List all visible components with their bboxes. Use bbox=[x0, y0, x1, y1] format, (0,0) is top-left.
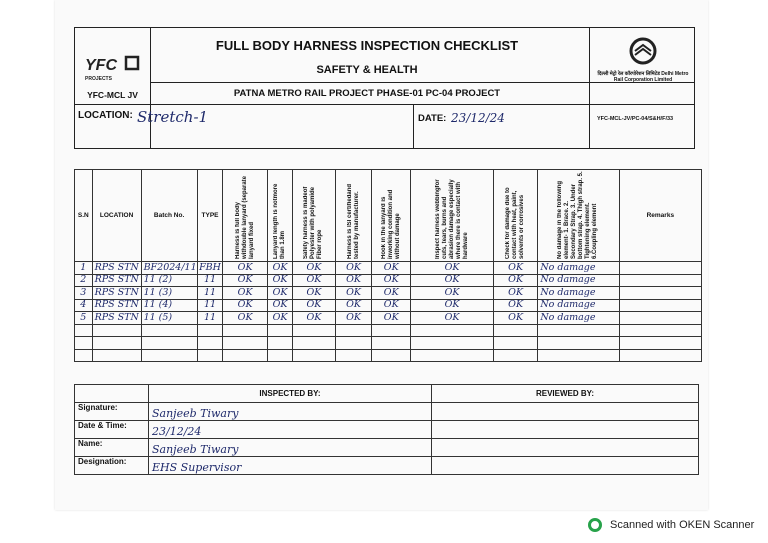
table-cell: BF2024/11 bbox=[141, 262, 197, 275]
table-cell: 11 bbox=[197, 274, 223, 287]
table-cell bbox=[141, 337, 197, 350]
column-header: Batch No. bbox=[141, 170, 197, 262]
table-cell: OK bbox=[411, 312, 494, 325]
table-cell bbox=[223, 324, 267, 337]
datetime-label: Date & Time: bbox=[75, 421, 149, 439]
table-cell: OK bbox=[493, 299, 537, 312]
table-row bbox=[75, 262, 702, 275]
table-cell bbox=[197, 324, 223, 337]
table-cell bbox=[538, 337, 619, 350]
table-cell bbox=[92, 324, 141, 337]
column-header: LOCATION bbox=[92, 170, 141, 262]
table-cell: OK bbox=[267, 312, 292, 325]
column-header: Inspect harness webbingfor cuts, tears, burns and abrasion damage especially where there is contact with hardware bbox=[411, 170, 494, 262]
signature-label: Signature: bbox=[75, 403, 149, 421]
inspection-table bbox=[74, 169, 702, 362]
table-cell bbox=[92, 349, 141, 362]
table-cell: 11 (2) bbox=[141, 274, 197, 287]
name-value: Sanjeeb Tiwary bbox=[149, 439, 432, 457]
date-value: 23/12/24 bbox=[451, 111, 505, 125]
table-row bbox=[75, 299, 702, 312]
table-cell: 11 bbox=[197, 299, 223, 312]
signoff-table bbox=[74, 384, 699, 475]
table-cell: 1 bbox=[75, 262, 93, 275]
scanner-text: Scanned with OKEN Scanner bbox=[610, 519, 755, 531]
location-label: LOCATION: bbox=[78, 110, 133, 121]
table-cell bbox=[267, 324, 292, 337]
jv-label: YFC-MCL JV bbox=[87, 90, 138, 100]
svg-text:YFC: YFC bbox=[85, 57, 117, 74]
table-cell: OK bbox=[223, 312, 267, 325]
table-cell bbox=[619, 262, 701, 275]
dmrc-logo: दिल्ली मेट्रो रेल कॉरपोरेशन लिमिटेड Delhi Metro Rail Corporation Limited bbox=[593, 36, 693, 83]
table-cell: OK bbox=[335, 287, 372, 300]
datetime-value: 23/12/24 bbox=[149, 421, 432, 439]
table-cell: 4 bbox=[75, 299, 93, 312]
location-value: Stretch-1 bbox=[137, 108, 209, 126]
column-header: Lanyard length is notmore than 1.8m bbox=[267, 170, 292, 262]
inspected-by-heading: INSPECTED BY: bbox=[149, 385, 432, 403]
checklist-header bbox=[74, 27, 695, 149]
table-cell: 11 bbox=[197, 312, 223, 325]
table-cell: OK bbox=[293, 287, 336, 300]
table-cell: OK bbox=[411, 274, 494, 287]
table-cell bbox=[538, 349, 619, 362]
name-label: Name: bbox=[75, 439, 149, 457]
signature-value: Sanjeeb Tiwary bbox=[149, 403, 432, 421]
table-cell bbox=[372, 337, 411, 350]
document-title: FULL BODY HARNESS INSPECTION CHECKLIST bbox=[215, 38, 519, 53]
table-cell: OK bbox=[223, 287, 267, 300]
table-cell bbox=[619, 349, 701, 362]
table-cell bbox=[372, 349, 411, 362]
table-cell: 2 bbox=[75, 274, 93, 287]
table-cell: No damage bbox=[538, 299, 619, 312]
table-cell bbox=[293, 349, 336, 362]
table-cell: OK bbox=[411, 262, 494, 275]
table-cell bbox=[619, 287, 701, 300]
table-cell: 3 bbox=[75, 287, 93, 300]
svg-text:PROJECTS: PROJECTS bbox=[85, 76, 112, 82]
table-cell bbox=[335, 349, 372, 362]
table-cell bbox=[293, 324, 336, 337]
table-cell: OK bbox=[372, 262, 411, 275]
table-cell: OK bbox=[267, 274, 292, 287]
table-cell bbox=[197, 337, 223, 350]
table-cell bbox=[293, 337, 336, 350]
table-cell: OK bbox=[493, 287, 537, 300]
table-cell bbox=[619, 337, 701, 350]
table-cell: OK bbox=[372, 312, 411, 325]
table-cell bbox=[267, 349, 292, 362]
column-header: Harness is ISI certifiedand tested by manufacturer. bbox=[335, 170, 372, 262]
table-row bbox=[75, 349, 702, 362]
table-cell: No damage bbox=[538, 287, 619, 300]
table-cell: OK bbox=[335, 262, 372, 275]
table-cell bbox=[335, 337, 372, 350]
table-cell: OK bbox=[335, 312, 372, 325]
table-cell bbox=[619, 274, 701, 287]
table-cell bbox=[493, 349, 537, 362]
table-cell: OK bbox=[493, 262, 537, 275]
table-cell: OK bbox=[372, 299, 411, 312]
table-cell: 5 bbox=[75, 312, 93, 325]
table-cell: RPS STN bbox=[92, 312, 141, 325]
scanner-logo-icon bbox=[588, 518, 602, 532]
table-cell bbox=[267, 337, 292, 350]
document-subtitle: SAFETY & HEALTH bbox=[316, 64, 418, 76]
designation-label: Designation: bbox=[75, 457, 149, 475]
table-cell: OK bbox=[223, 262, 267, 275]
table-cell: OK bbox=[223, 299, 267, 312]
table-cell bbox=[619, 299, 701, 312]
table-cell: No damage bbox=[538, 274, 619, 287]
table-cell: OK bbox=[293, 312, 336, 325]
table-cell: OK bbox=[293, 299, 336, 312]
table-row bbox=[75, 312, 702, 325]
table-cell bbox=[141, 349, 197, 362]
table-cell bbox=[335, 324, 372, 337]
table-cell: OK bbox=[267, 262, 292, 275]
table-cell: OK bbox=[335, 274, 372, 287]
table-cell: FBH bbox=[199, 261, 221, 273]
table-cell: 11 (3) bbox=[141, 287, 197, 300]
column-header: Check for damage due to contact with heat, paint, solvents or corrosives bbox=[493, 170, 537, 262]
table-cell bbox=[619, 312, 701, 325]
table-cell: OK bbox=[372, 274, 411, 287]
table-cell: 11 bbox=[197, 287, 223, 300]
table-cell bbox=[493, 324, 537, 337]
table-cell: RPS STN bbox=[92, 299, 141, 312]
reviewed-by-heading: REVIEWED BY: bbox=[432, 385, 699, 403]
table-cell bbox=[75, 337, 93, 350]
table-cell bbox=[141, 324, 197, 337]
table-cell: No damage bbox=[538, 312, 619, 325]
table-cell: RPS STN bbox=[92, 262, 141, 275]
table-row bbox=[75, 324, 702, 337]
table-cell: OK bbox=[223, 274, 267, 287]
table-cell: No damage bbox=[538, 262, 619, 275]
date-label: DATE: bbox=[418, 113, 447, 124]
table-cell bbox=[223, 349, 267, 362]
designation-value: EHS Supervisor bbox=[149, 457, 432, 475]
column-header: TYPE bbox=[197, 170, 223, 262]
table-cell: OK bbox=[372, 287, 411, 300]
document-ref: YFC-MCL-JV/PC-04/S&H/F/33 bbox=[597, 116, 674, 122]
table-cell bbox=[411, 324, 494, 337]
table-cell bbox=[92, 337, 141, 350]
table-cell: OK bbox=[293, 274, 336, 287]
column-header: Hook in the lanyard is inworking condition and without damage bbox=[372, 170, 411, 262]
table-cell bbox=[197, 349, 223, 362]
table-row bbox=[75, 274, 702, 287]
table-cell: OK bbox=[411, 299, 494, 312]
table-cell: RPS STN bbox=[92, 274, 141, 287]
table-cell: OK bbox=[493, 274, 537, 287]
table-cell: RPS STN bbox=[92, 287, 141, 300]
table-cell bbox=[538, 324, 619, 337]
table-cell bbox=[372, 324, 411, 337]
table-cell: 11 (4) bbox=[141, 299, 197, 312]
table-cell bbox=[411, 349, 494, 362]
table-cell: OK bbox=[335, 299, 372, 312]
column-header: Harness is full body withdouble lanyard (separate lanyard fixed bbox=[223, 170, 267, 262]
table-cell bbox=[619, 324, 701, 337]
table-cell: OK bbox=[411, 287, 494, 300]
column-header: S.N bbox=[75, 170, 93, 262]
yfc-logo-icon bbox=[83, 50, 149, 86]
dmrc-emblem-icon bbox=[628, 36, 658, 66]
table-cell: OK bbox=[293, 262, 336, 275]
column-header: Remarks bbox=[619, 170, 701, 262]
column-header: Safety harness is madeof Polyester with polyamide Fiber rope bbox=[293, 170, 336, 262]
table-cell bbox=[75, 349, 93, 362]
table-row bbox=[75, 337, 702, 350]
table-cell: 11 (5) bbox=[141, 312, 197, 325]
table-cell bbox=[75, 324, 93, 337]
column-header: No damage in the following element- 1. Brace. 2. Secondary Strap. 3. Under bottom strap. 4. Thigh strap. 5. Tightening element. 6.Coupling element bbox=[538, 170, 619, 262]
table-cell: OK bbox=[267, 299, 292, 312]
table-cell bbox=[411, 337, 494, 350]
table-cell: OK bbox=[267, 287, 292, 300]
scanner-watermark bbox=[588, 518, 754, 532]
table-cell bbox=[223, 337, 267, 350]
table-cell bbox=[493, 337, 537, 350]
table-row bbox=[75, 287, 702, 300]
table-cell: OK bbox=[493, 312, 537, 325]
project-name: PATNA METRO RAIL PROJECT PHASE-01 PC-04 PROJECT bbox=[233, 88, 501, 99]
